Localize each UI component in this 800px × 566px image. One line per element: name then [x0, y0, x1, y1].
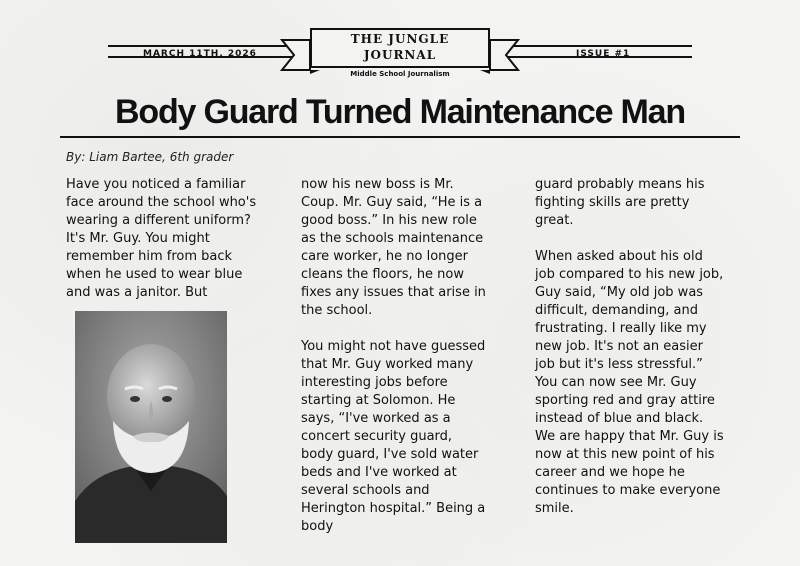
column-3-paragraph-2: When asked about his old job compared to his new job, Guy said, “My old job was difficult, demanding, and frustrating. I really like my new job. It's not an easier job but it's less stressful.” You can now see Mr. Guy sporting red and gray attire instead of blue and black. We are happy that Mr. Guy is now at this new point of his career and we hope he continues to make everyone smile. — [535, 249, 724, 516]
column-2-paragraph-1: now his new boss is Mr. Coup. Mr. Guy said, “He is a good boss.” In his new role as the schools maintenance care worker, he no longer cleans the floors, he now fixes any issues that arise in the school. — [301, 177, 486, 318]
headline-rule — [60, 136, 740, 138]
column-2-paragraph-2: You might not have guessed that Mr. Guy worked many interesting jobs before starting at Solomon. He says, “I've worked as a concert security guard, body guard, I've sold water beds and I've worked at several schools and Herington hospital.” Being a body — [301, 339, 486, 534]
masthead-title-box — [310, 28, 490, 68]
portrait-photo-image — [75, 311, 227, 543]
column-1-paragraph-1: Have you noticed a familiar face around the school who's wearing a different uniform? It's Mr. Guy. You might remember him from back when he used to wear blue and was a janitor. But — [66, 177, 257, 300]
portrait-photo — [75, 311, 227, 543]
column-3-paragraph-1: guard probably means his fighting skills are pretty great. — [535, 177, 705, 228]
article-column-3 — [535, 176, 725, 536]
issue-date: MARCH 11TH, 2026 — [143, 49, 257, 59]
issue-number: ISSUE #1 — [576, 49, 631, 59]
masthead-title-line2: JOURNAL — [363, 48, 437, 62]
masthead-subtitle: Middle School Journalism — [350, 70, 450, 78]
masthead-title-line1: THE JUNGLE — [350, 32, 450, 46]
article-column-1 — [66, 176, 262, 320]
article-byline: By: Liam Bartee, 6th grader — [66, 150, 234, 164]
article-headline: Body Guard Turned Maintenance Man — [115, 93, 685, 131]
article-column-2 — [301, 176, 487, 554]
